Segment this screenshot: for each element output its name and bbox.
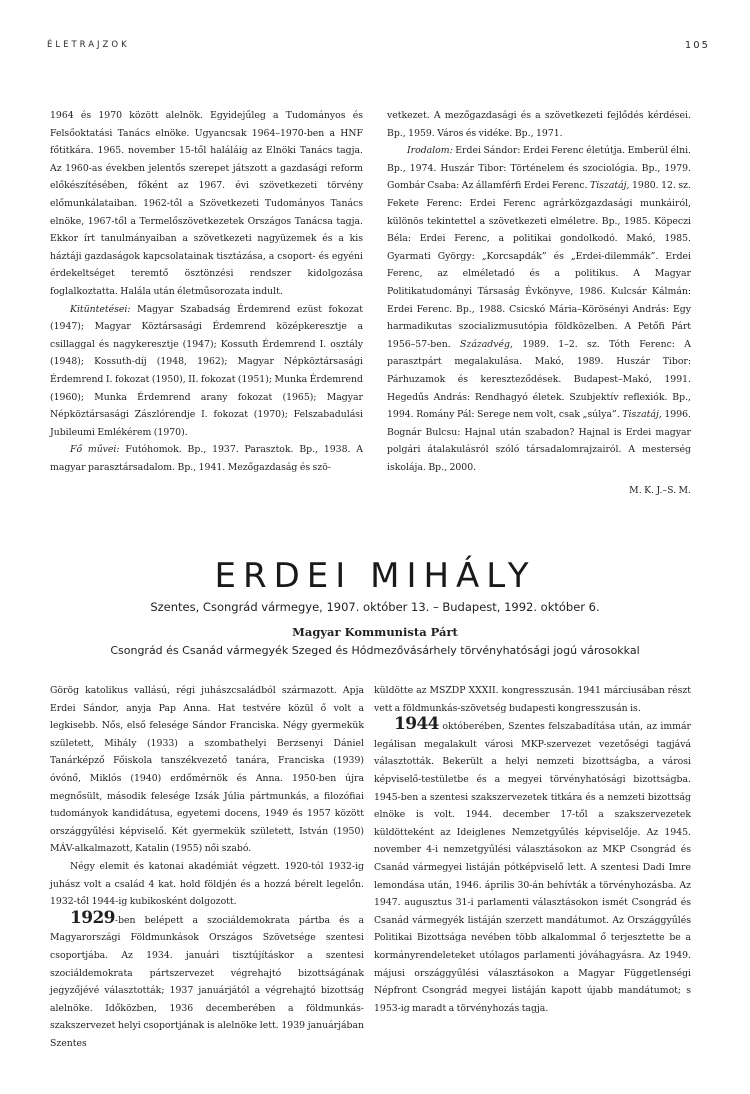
- literature-text-3: 1989. 1–2. sz. Tóth Ferenc: A parasztpárt megalakulása. Makó, 1989. Huszár Tibor: Párhuzamok és kereszteződések. Budapest–Makó, 1991. Hegedűs András: Rendhagyó életek. Szubjektív reflexiók. Bp., 1994. Romány Pál: Serege nem volt, csak „súlya”.: [387, 338, 691, 421]
- prev-entry-column-left: [50, 107, 363, 476]
- author-signature: M. K. J.–S. M.: [629, 485, 691, 497]
- prev-entry-column-right: [387, 107, 691, 500]
- literature-text-2: 1980. 12. sz. Fekete Ferenc: Erdei Ferenc agrárközgazdasági munkáiról, különös tekintettel a szövetkezeti elméletre. Bp., 1985. Köpeczi Béla: Erdei Ferenc, a politikai gondolkodó. Makó, 1985. Gyarmati György: „Korcsapdák” és „Erdei-dilemmák”. Erdei Ferenc, az elméletadó és a politikus. A Magyar Politikatudományi Társaság Évkönyve, 1986. Kulcsár Kálmán: Erdei Ferenc. Bp., 1988. Csicskó Mária–Körösényi András: Egy harmadikutas szocializmusutópia földközelben. A Petőfi Párt 1956–57-ben.: [387, 180, 691, 350]
- entry-constituency: Csongrád és Csanád vármegyék Szeged és Hódmezővásárhely törvényhatósági jogú városokkal: [110, 644, 640, 657]
- entry-heading: [0, 556, 750, 657]
- awards-label: Kitüntetései:: [70, 303, 131, 315]
- prev-entry-career-paragraph: 1964 és 1970 között alelnök. Egyidejűleg a Tudományos és Felsőoktatási Tanács elnöke. Ugyancsak 1964–1970-ben a HNF főtitkára. 1965. november 15-től haláláig az Elnöki Tanács tagja. Az 1960-as években jelentős szerepet játszott a gazdasági reform előkészítésében, főként az 1967. évi szövetkezeti törvény előmunkálataiban. 1962-től a Szövetkezeti Tudományos Tanács elnöke, 1967-től a Termelőszövetkezetek Országos Tanácsa tagja. Ekkor írt tanulmányaiban a szövetkezeti nagyüzemek és a kis háztáji gazdaságok kapcsolatainak tisztázása, a csoport- és egyéni érdekeltséget teremtő ösztönzési rendszer kidolgozása foglalkoztatta. Halála után életműsorozata indult.: [50, 110, 363, 297]
- year-marker-1944: 1944: [394, 714, 439, 735]
- entry-party: Magyar Kommunista Párt: [292, 625, 458, 639]
- prev-entry-literature-paragraph: [387, 142, 691, 476]
- party-career-paragraph: [50, 907, 364, 1053]
- page-number: 105: [684, 40, 710, 51]
- running-head-title: ÉLETRAJZOK: [47, 40, 130, 50]
- prev-entry-works-continued: vetkezet. A mezőgazdasági és a szövetkezeti fejlődés kérdései. Bp., 1959. Város és vidéke. Bp., 1971.: [387, 110, 691, 139]
- postwar-career-paragraph: [374, 714, 691, 1017]
- prev-entry-awards-paragraph: [50, 301, 363, 442]
- congress-paragraph: küldötte az MSZDP XXXII. kongresszusán. 1941 márciusában részt vett a földmunkás-szövetség budapesti kongresszusán is.: [374, 685, 691, 714]
- entry-birth-death: Szentes, Csongrád vármegye, 1907. október 13. – Budapest, 1992. október 6.: [150, 600, 600, 614]
- entry-name: ERDEI MIHÁLY: [214, 556, 536, 596]
- family-paragraph: Görög katolikus vallású, régi juhászcsaládból származott. Apja Erdei Sándor, anyja Pap Anna. Hat testvére közül ő volt a legkisebb. Nős, első felesége Sándor Franciska. Négy gyermekük született, Mihály (1933) a szombathelyi Berzsenyi Dániel Tanárképző Főiskola tanszékvezető tanára, Franciska (1939) óvónő, Miklós (1940) erdőmérnök és Anna. 1950-ben újra megnősült, második felesége Izsák Júlia pártmunkás, a filozófiai tudományok kandidátusa, egyetemi docens, 1949 és 1957 között országgyűlési képviselő. Két gyermekük született, István (1950) MÁV-alkalmazott, Katalin (1955) női szabó.: [50, 685, 364, 855]
- entry-column-right: [374, 682, 691, 1017]
- awards-text: Magyar Szabadság Érdemrend ezüst fokozat (1947); Magyar Köztársasági Érdemrend középkeresztje a csillaggal és nagykeresztje (1947); Kossuth Érdemrend I. osztály (1948); Kossuth-díj (1948, 1962); Magyar Népköztársasági Érdemrend I. fokozat (1950), II. fokozat (1951); Munka Érdemrend (1960); Munka Érdemrend arany fokozat (1965); Magyar Népköztársasági Zászlórendje I. fokozat (1970); Felszabadulási Jubileumi Emlékérem (1970).: [50, 303, 363, 438]
- running-head: [47, 40, 710, 54]
- literature-text-4: 1996. Bognár Bulcsu: Hajnal után szabadon? Hajnal is Erdei magyar polgári átalakulásról szóló társadalomrajzairól. A mesterség iskolája. Bp., 2000.: [387, 409, 691, 473]
- education-paragraph: Négy elemit és katonai akadémiát végzett. 1920-tól 1932-ig juhász volt a család 4 kat. hold földjén és a hozzá bérelt legelőn. 1932-től 1944-ig kubikosként dolgozott.: [50, 860, 364, 908]
- postwar-career-text: októberében, Szentes felszabadítása után, az immár legálisan megalakult városi MKP-szervezet vezetőségi tagjává választották. Bekerült a helyi nemzeti bizottságba, a városi képviselő-testületbe és a megyei törvényhatósági bizottságba. 1945-ben a szentesi szakszervezetek titkára és a nemzeti bizottság elnöke is volt. 1944. december 17-től a szakszervezetek küldötteként az Ideiglenes Nemzetgyűlés képviselője. Az 1945. november 4-i nemzetgyűlési választásokon az MKP Csongrád és Csanád vármegyei listáján pótképviselő lett. A szentesi Dadi Imre lemondása után, 1946. április 30-án behívták a törvényhozásba. Az 1947. augusztus 31-i parlamenti választásokon ismét Csongrád és Csanád vármegyék listáján szerzett mandátumot. Az Országgyűlés Politikai Bizottsága nevében több alkalommal ő terjesztette be a kormányrendeleteket utólagos parlamenti jóváhagyásra. Az 1949. májusi országgyűlési választásokon a Magyar Függetlenségi Népfront Csongrád megyei listáján kapott újabb mandátumot; s 1953-ig maradt a törvényhozás tagja.: [374, 721, 691, 1014]
- journal-title-3: Tiszatáj,: [622, 409, 662, 421]
- journal-title-1: Tiszatáj,: [590, 180, 630, 192]
- entry-column-left: [50, 682, 364, 1052]
- year-marker-1929: 1929: [70, 907, 115, 928]
- party-career-text: -ben belépett a szociáldemokrata pártba és a Magyarországi Földmunkások Országos Szövetsége szentesi csoportjába. Az 1934. januári tisztújításkor a szentesi szociáldemokrata pártszervezet végrehajtó bizottságának jegyzőjévé választották; 1937 januárjától a végrehajtó bizottság alelnöke. Időközben, 1936 decemberében a földmunkás-szakszervezet helyi csoportjának is alelnöke lett. 1939 januárjában Szentes: [50, 914, 364, 1049]
- literature-label: Irodalom:: [407, 145, 453, 157]
- journal-title-2: Századvég,: [460, 338, 513, 350]
- literature-text-1: Erdei Sándor: Erdei Ferenc életútja. Emberül élni. Bp., 1974. Huszár Tibor: Történelem és szociológia. Bp., 1979. Gombár Csaba: Az államférfi Erdei Ferenc.: [387, 145, 691, 192]
- works-label: Fő művei:: [70, 444, 120, 456]
- prev-entry-works-paragraph: [50, 441, 363, 476]
- works-text: Futóhomok. Bp., 1937. Parasztok. Bp., 1938. A magyar parasztársadalom. Bp., 1941. Mezőgazdaság és szö-: [50, 444, 363, 473]
